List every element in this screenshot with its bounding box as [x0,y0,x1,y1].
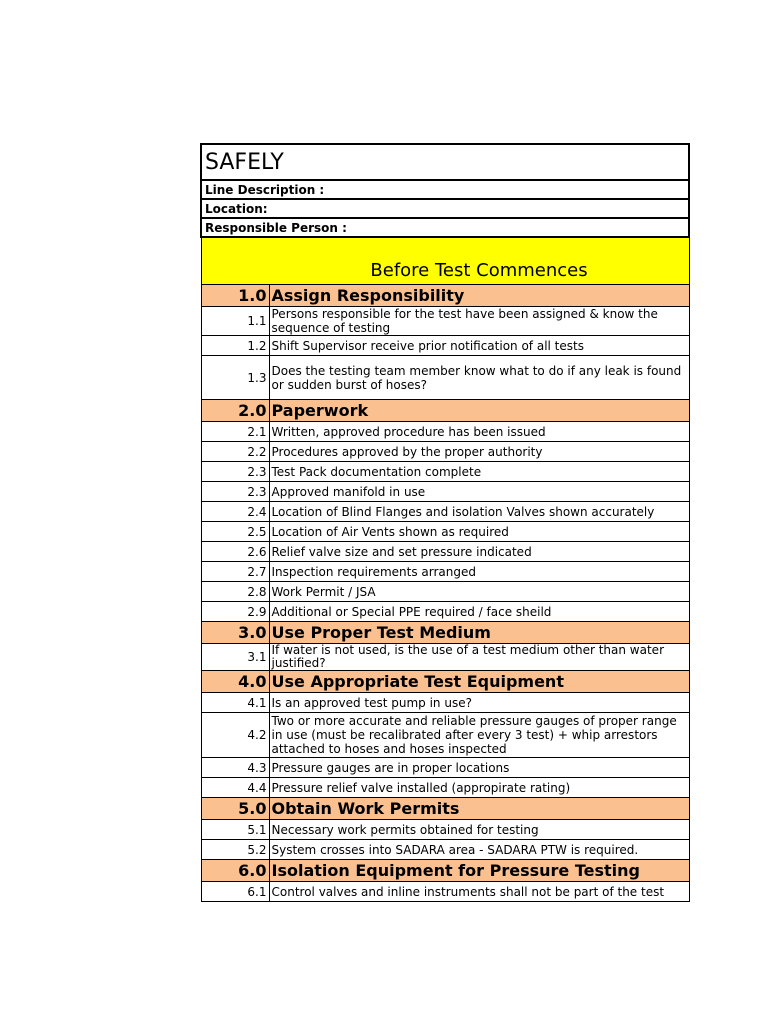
item-number: 2.3 [201,462,269,482]
item-text: Does the testing team member know what to do if any leak is found or sudden burst of hoses? [269,356,689,400]
section-title: Use Proper Test Medium [269,622,689,644]
item-number: 6.1 [201,882,269,902]
checklist-row[interactable] [201,502,689,522]
item-text: Control valves and inline instruments shall not be part of the test [269,882,689,902]
item-number: 2.5 [201,522,269,542]
section-number: 5.0 [201,798,269,820]
item-text: Persons responsible for the test have been assigned & know the sequence of testing [269,307,689,336]
section-number: 2.0 [201,400,269,422]
item-number: 2.7 [201,562,269,582]
checklist-row[interactable] [201,644,689,671]
item-text: Pressure gauges are in proper locations [269,758,689,778]
item-text: Inspection requirements arranged [269,562,689,582]
checklist-row[interactable] [201,758,689,778]
item-text: Location of Air Vents shown as required [269,522,689,542]
sheet-title: SAFELY [201,144,689,180]
item-number: 1.3 [201,356,269,400]
line-description-field[interactable]: Line Description : [201,180,689,199]
checklist-row[interactable] [201,778,689,798]
checklist-row[interactable] [201,840,689,860]
item-number: 4.4 [201,778,269,798]
item-text: Necessary work permits obtained for testing [269,820,689,840]
item-number: 4.1 [201,693,269,713]
item-number: 2.9 [201,602,269,622]
item-number: 2.3 [201,482,269,502]
section-title: Isolation Equipment for Pressure Testing [269,860,689,882]
checklist-row[interactable] [201,882,689,902]
section-header [201,671,689,693]
checklist-row[interactable] [201,693,689,713]
checklist-row[interactable] [201,462,689,482]
section-header [201,400,689,422]
checklist-row[interactable] [201,336,689,356]
responsible-person-field[interactable]: Responsible Person : [201,218,689,237]
item-number: 2.2 [201,442,269,462]
item-text: Location of Blind Flanges and isolation Valves shown accurately [269,502,689,522]
checklist-row[interactable] [201,602,689,622]
checklist-row[interactable] [201,713,689,758]
section-title: Assign Responsibility [269,285,689,307]
banner-before-test: Before Test Commences [201,237,689,285]
item-text: Approved manifold in use [269,482,689,502]
item-text: Shift Supervisor receive prior notification of all tests [269,336,689,356]
checklist-row[interactable] [201,482,689,502]
item-text: Test Pack documentation complete [269,462,689,482]
item-text: If water is not used, is the use of a test medium other than water justified? [269,644,689,671]
checklist-sheet [200,143,690,902]
section-title: Use Appropriate Test Equipment [269,671,689,693]
item-text: Relief valve size and set pressure indicated [269,542,689,562]
checklist-row[interactable] [201,820,689,840]
item-number: 1.2 [201,336,269,356]
section-number: 6.0 [201,860,269,882]
section-header [201,798,689,820]
item-number: 5.1 [201,820,269,840]
checklist-row[interactable] [201,562,689,582]
checklist-row[interactable] [201,522,689,542]
item-number: 2.4 [201,502,269,522]
checklist-row[interactable] [201,307,689,336]
item-number: 2.1 [201,422,269,442]
section-title: Paperwork [269,400,689,422]
checklist-row[interactable] [201,582,689,602]
item-number: 2.6 [201,542,269,562]
checklist-row[interactable] [201,422,689,442]
item-number: 2.8 [201,582,269,602]
section-header [201,285,689,307]
item-text: Work Permit / JSA [269,582,689,602]
item-text: System crosses into SADARA area - SADARA PTW is required. [269,840,689,860]
location-field[interactable]: Location: [201,199,689,218]
item-number: 4.3 [201,758,269,778]
section-title: Obtain Work Permits [269,798,689,820]
checklist-row[interactable] [201,356,689,400]
section-number: 3.0 [201,622,269,644]
item-text: Is an approved test pump in use? [269,693,689,713]
item-text: Written, approved procedure has been issued [269,422,689,442]
item-number: 5.2 [201,840,269,860]
item-text: Two or more accurate and reliable pressure gauges of proper range in use (must be recalibrated after every 3 test) + whip arrestors attached to hoses and hoses inspected [269,713,689,758]
item-text: Additional or Special PPE required / face sheild [269,602,689,622]
item-number: 1.1 [201,307,269,336]
item-number: 4.2 [201,713,269,758]
item-number: 3.1 [201,644,269,671]
section-number: 4.0 [201,671,269,693]
item-text: Pressure relief valve installed (appropirate rating) [269,778,689,798]
item-text: Procedures approved by the proper authority [269,442,689,462]
checklist-row[interactable] [201,542,689,562]
section-header [201,622,689,644]
checklist-row[interactable] [201,442,689,462]
section-header [201,860,689,882]
section-number: 1.0 [201,285,269,307]
